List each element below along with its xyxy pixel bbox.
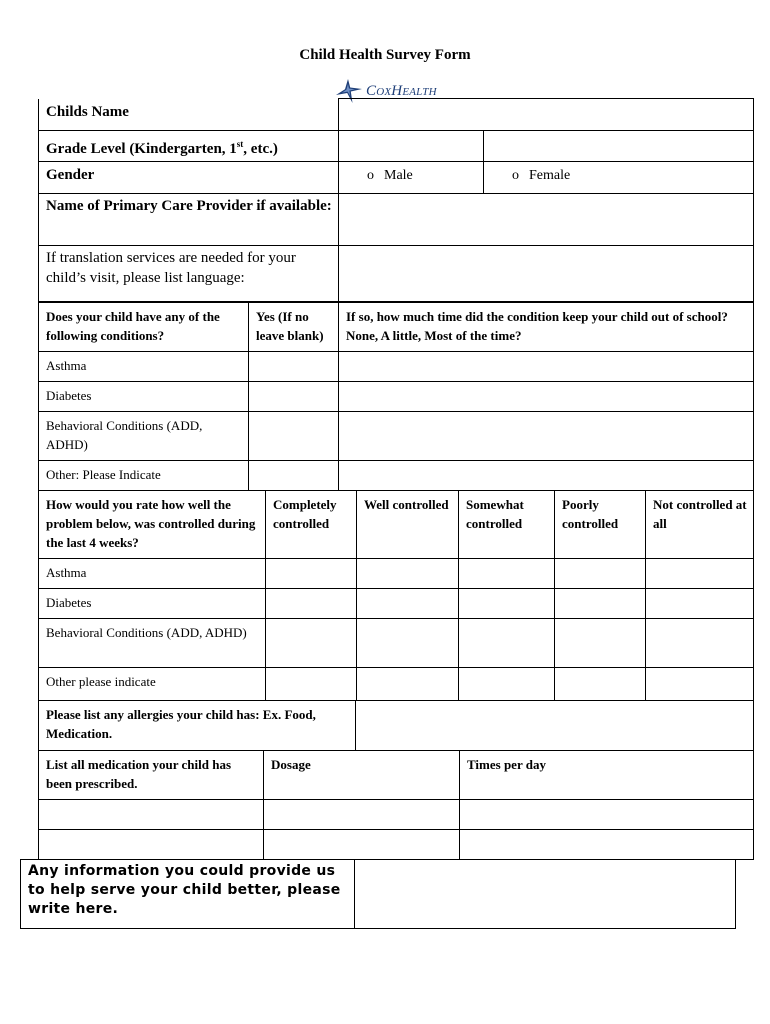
allergies-field[interactable] [356, 701, 754, 751]
radio-bullet-icon: o [512, 168, 519, 183]
conditions-table [38, 302, 754, 491]
child-name-label: Childs Name [39, 99, 339, 131]
control-question-header: How would you rate how well the problem below, was controlled during the last 4 weeks? [39, 491, 266, 559]
extra-info-label: Any information you could provide us to help serve your child better, please write here. [21, 860, 355, 929]
control-column-header: Completely controlled [266, 491, 357, 559]
control-rating-cell[interactable] [555, 668, 646, 701]
control-rating-cell[interactable] [459, 668, 555, 701]
condition-yes-cell[interactable] [249, 382, 339, 412]
yes-header: Yes (If no leave blank) [249, 303, 339, 352]
control-rating-cell[interactable] [646, 559, 754, 589]
condition-yes-cell[interactable] [249, 461, 339, 491]
allergies-table [38, 700, 754, 751]
control-rating-cell[interactable] [646, 589, 754, 619]
control-rating-cell[interactable] [555, 589, 646, 619]
control-rating-cell[interactable] [357, 589, 459, 619]
radio-bullet-icon: o [367, 168, 374, 183]
control-rating-table [38, 490, 754, 701]
control-row-label: Asthma [39, 559, 266, 589]
medication-dosage-cell[interactable] [264, 800, 460, 830]
control-rating-cell[interactable] [266, 589, 357, 619]
control-rating-cell[interactable] [266, 619, 357, 668]
medication-times-cell[interactable] [460, 800, 754, 830]
condition-row-label: Diabetes [39, 382, 249, 412]
condition-row-label: Behavioral Conditions (ADD, ADHD) [39, 412, 249, 461]
control-column-header: Poorly controlled [555, 491, 646, 559]
time-out-header: If so, how much time did the condition keep your child out of school? None, A little, Most of the time? [339, 303, 754, 352]
translation-field[interactable] [339, 246, 754, 302]
medication-dosage-cell[interactable] [264, 830, 460, 860]
control-rating-cell[interactable] [357, 668, 459, 701]
grade-level-field-extra[interactable] [484, 131, 754, 162]
pcp-label: Name of Primary Care Provider if available: [39, 194, 339, 246]
gender-male-option[interactable]: o Male [339, 162, 484, 194]
control-rating-cell[interactable] [357, 559, 459, 589]
condition-row-label: Other: Please Indicate [39, 461, 249, 491]
child-name-field[interactable] [339, 99, 754, 131]
times-per-day-header: Times per day [460, 751, 754, 800]
condition-time-cell[interactable] [339, 352, 754, 382]
grade-level-label: Grade Level (Kindergarten, 1st, etc.) [39, 131, 339, 162]
gender-female-option[interactable]: o Female [484, 162, 754, 194]
control-column-header: Not controlled at all [646, 491, 754, 559]
control-row-label: Other please indicate [39, 668, 266, 701]
gender-label: Gender [39, 162, 339, 194]
condition-time-cell[interactable] [339, 461, 754, 491]
control-rating-cell[interactable] [266, 668, 357, 701]
page-title: Child Health Survey Form [299, 47, 471, 63]
medication-times-cell[interactable] [460, 830, 754, 860]
control-rating-cell[interactable] [459, 619, 555, 668]
control-rating-cell[interactable] [646, 619, 754, 668]
extra-info-table [20, 859, 736, 929]
control-rating-cell[interactable] [459, 589, 555, 619]
dosage-header: Dosage [264, 751, 460, 800]
conditions-header: Does your child have any of the following conditions? [39, 303, 249, 352]
condition-yes-cell[interactable] [249, 412, 339, 461]
extra-info-field[interactable] [355, 860, 736, 929]
condition-time-cell[interactable] [339, 412, 754, 461]
medication-name-cell[interactable] [39, 830, 264, 860]
control-rating-cell[interactable] [555, 619, 646, 668]
control-row-label: Behavioral Conditions (ADD, ADHD) [39, 619, 266, 668]
pcp-field[interactable] [339, 194, 754, 246]
control-rating-cell[interactable] [459, 559, 555, 589]
logo-wordmark: COXHEALTH [366, 82, 437, 99]
medication-name-cell[interactable] [39, 800, 264, 830]
control-column-header: Somewhat controlled [459, 491, 555, 559]
medication-header: List all medication your child has been prescribed. [39, 751, 264, 800]
allergies-label: Please list any allergies your child has: Ex. Food, Medication. [39, 701, 356, 751]
control-row-label: Diabetes [39, 589, 266, 619]
control-rating-cell[interactable] [357, 619, 459, 668]
grade-level-field[interactable] [339, 131, 484, 162]
condition-row-label: Asthma [39, 352, 249, 382]
control-rating-cell[interactable] [266, 559, 357, 589]
translation-label: If translation services are needed for your child’s visit, please list language: [39, 246, 339, 302]
condition-time-cell[interactable] [339, 382, 754, 412]
control-column-header: Well controlled [357, 491, 459, 559]
condition-yes-cell[interactable] [249, 352, 339, 382]
child-info-table [38, 98, 754, 302]
control-rating-cell[interactable] [555, 559, 646, 589]
control-rating-cell[interactable] [646, 668, 754, 701]
medication-table [38, 750, 754, 860]
